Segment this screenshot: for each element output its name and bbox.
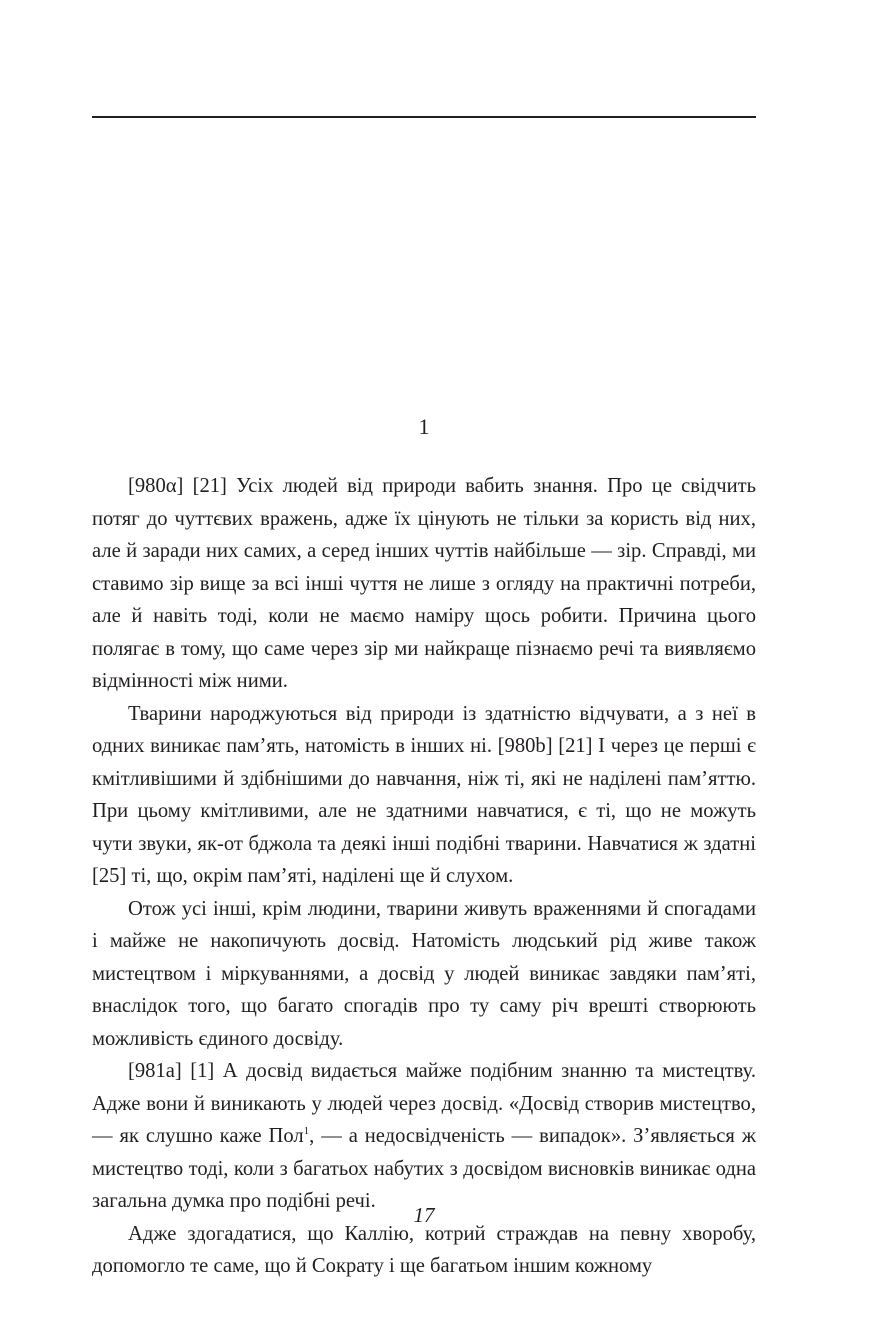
paragraph [92,1055,756,1218]
body-text [92,470,756,1283]
chapter-number: 1 [418,414,430,439]
paragraph: Адже здогадатися, що Каллію, котрий страждав на певну хворобу, допомогло те саме, що й Сократу і ще багатьом іншим кожному [92,1222,756,1277]
paragraph-text: [981a] [1] А досвід видається майже подібним знанню та мистецтву. Адже вони й виникають у людей через досвід. «Досвід створив мистецтво, — як слушно каже Пол [92,1060,756,1147]
paragraph-text: , — а недосвідченість — випадок». З’являється ж мистецтво тоді, коли з багатьох набутих з досвідом висновків виникає одна загальна думка про подібні речі. [92,1125,756,1212]
page-number: 17 [413,1203,435,1227]
paragraph: Тварини народжуються від природи із здатністю відчувати, а з неї в одних виникає пам’ять, натомість в інших ні. [980b] [21] І через це перші є кмітливішими й здібнішими до навчання, ніж ті, які не наділені пам’яттю. При цьому кмітливими, але не здатними навчатися, є ті, що не можуть чути звуки, як-от бджола та деякі інші подібні тварини. Навчатися ж здатні [25] ті, що, окрім пам’яті, наділені ще й слухом. [92,702,756,887]
header-rule [92,116,756,118]
paragraph: [980α] [21] Усіх людей від природи вабить знання. Про це свідчить потяг до чуттєвих вражень, адже їх цінують не тільки за користь від них, але й заради них самих, а серед інших чуттів найбільше — зір. Справді, ми ставимо зір вище за всі інші чуття не лише з огляду на практичні потреби, але й навіть тоді, коли не маємо наміру щось робити. Причина цього полягає в тому, що саме через зір ми найкраще пізнаємо речі та виявляємо відмінності між ними. [92,475,756,692]
footnote-mark[interactable]: 1 [303,1125,310,1137]
paragraph: Отож усі інші, крім людини, тварини живуть враженнями й спогадами і майже не накопичують досвід. Натомість людський рід живе також мистецтвом і міркуваннями, а досвід у людей виникає завдяки пам’яті, внаслідок того, що багато спогадів про ту саму річ врешті створюють можливість єдиного досвіду. [92,897,756,1050]
